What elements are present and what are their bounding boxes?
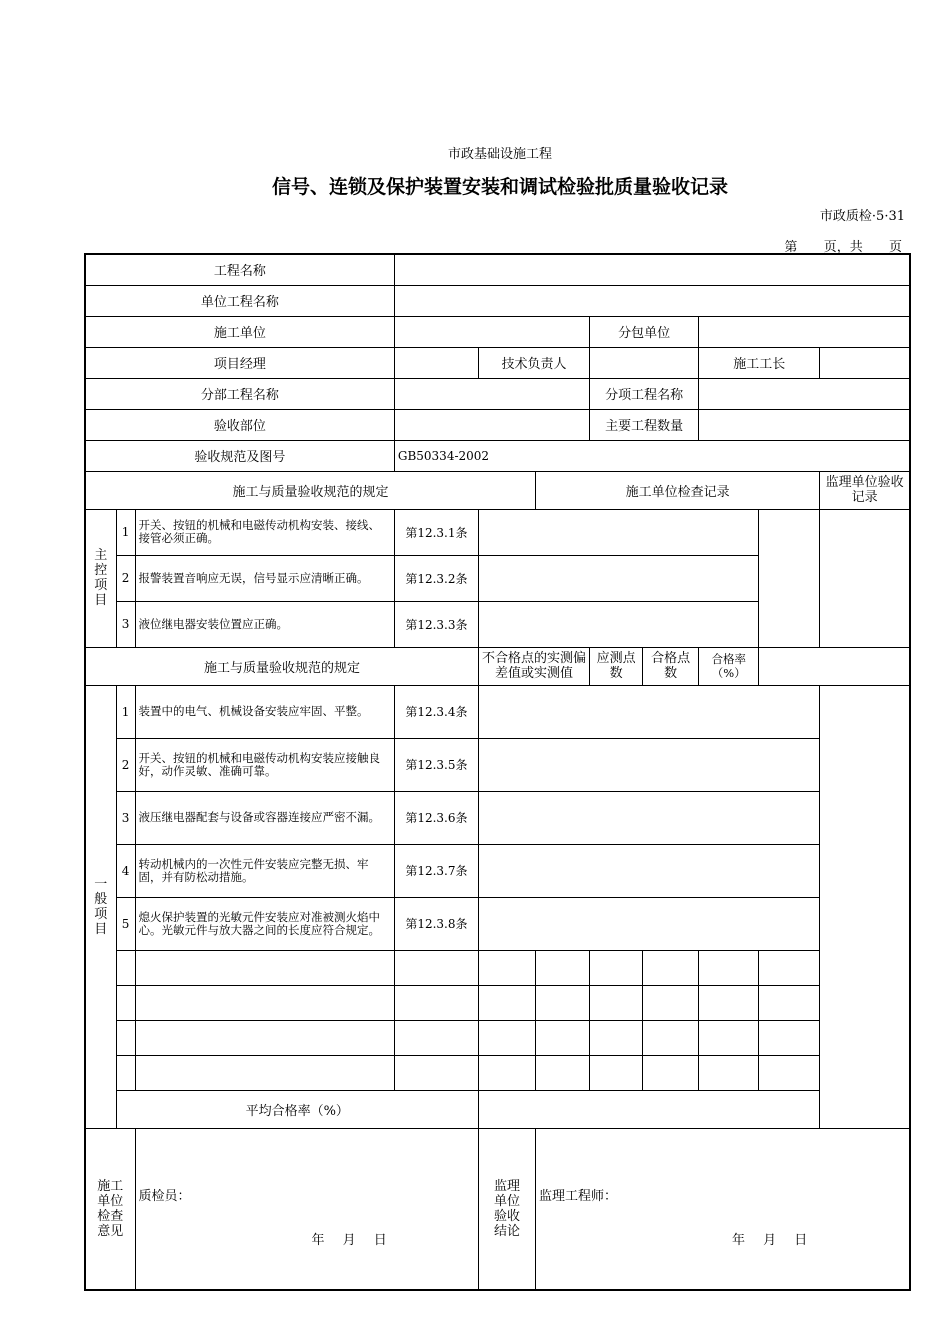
subitem-label: 分项工程名称 (590, 378, 699, 409)
item-clause: 第12.3.7条 (394, 844, 478, 897)
blank-cell[interactable] (394, 1055, 478, 1090)
blank-cell[interactable] (394, 985, 478, 1020)
table-row (85, 897, 910, 950)
project-name-label: 工程名称 (85, 254, 394, 285)
blank-cell[interactable] (590, 950, 643, 985)
contractor-opinion-cell[interactable] (135, 1128, 478, 1290)
average-rate-field[interactable] (478, 1090, 819, 1128)
unit-project-field[interactable] (394, 285, 910, 316)
spec-header: 施工与质量验收规范的规定 (85, 471, 536, 509)
info-row (85, 409, 910, 440)
blank-cell[interactable] (536, 1055, 590, 1090)
check-record-cell[interactable] (478, 685, 819, 738)
blank-cell[interactable] (643, 950, 699, 985)
page-number-part: 页，共 (823, 240, 863, 255)
table-row (85, 685, 910, 738)
item-requirement: 开关、按钮的机械和电磁传动机构安装、接线、接管必须正确。 (135, 509, 394, 555)
acceptance-part-label: 验收部位 (85, 409, 394, 440)
blank-cell[interactable] (536, 1020, 590, 1055)
blank-cell[interactable] (643, 985, 699, 1020)
check-record-header: 施工单位检查记录 (536, 471, 820, 509)
check-record-cell[interactable] (478, 897, 819, 950)
main-control-group-label: 主控项目 (85, 509, 116, 647)
foreman-field[interactable] (820, 347, 910, 378)
blank-cell[interactable] (116, 950, 135, 985)
blank-cell[interactable] (643, 1055, 699, 1090)
item-requirement: 熄火保护装置的光敏元件安装应对准被测火焰中心。光敏元件与放大器之间的长度应符合规定。 (135, 897, 394, 950)
item-number: 1 (116, 509, 135, 555)
info-row (85, 378, 910, 409)
general-header-blank (759, 647, 910, 685)
blank-cell[interactable] (590, 1020, 643, 1055)
check-record-cell[interactable] (478, 738, 819, 791)
general-header (85, 647, 910, 685)
blank-cell[interactable] (699, 950, 759, 985)
check-record-cell[interactable] (478, 555, 758, 601)
supervisor-conclusion-cell[interactable] (536, 1128, 910, 1290)
item-clause: 第12.3.8条 (394, 897, 478, 950)
average-rate-label: 平均合格率（%） (116, 1090, 478, 1128)
inspector-label: 质检员： (138, 1188, 191, 1204)
subcontractor-field[interactable] (699, 316, 910, 347)
blank-cell[interactable] (699, 985, 759, 1020)
engineer-label: 监理工程师： (539, 1188, 618, 1204)
standard-label: 验收规范及图号 (85, 440, 394, 471)
blank-cell[interactable] (116, 1020, 135, 1055)
blank-cell[interactable] (759, 950, 820, 985)
page-title: 信号、连锁及保护装置安装和调试检验批质量验收记录 (271, 176, 728, 198)
blank-row (85, 1055, 910, 1090)
pass-rate-header: 合格率（%） (699, 647, 759, 685)
blank-cell[interactable] (135, 1055, 394, 1090)
page-number-part: 第 (784, 240, 798, 255)
acceptance-part-field[interactable] (394, 409, 589, 440)
blank-cell[interactable] (643, 1020, 699, 1055)
info-row (85, 316, 910, 347)
table-row (85, 791, 910, 844)
blank-cell[interactable] (699, 1020, 759, 1055)
subitem-field[interactable] (699, 378, 910, 409)
manager-label: 项目经理 (85, 347, 394, 378)
item-number: 4 (116, 844, 135, 897)
blank-cell[interactable] (478, 1055, 535, 1090)
supervisor-record-cell[interactable] (759, 509, 820, 647)
item-number: 3 (116, 791, 135, 844)
check-record-cell[interactable] (478, 844, 819, 897)
item-clause: 第12.3.5条 (394, 738, 478, 791)
main-quantity-label: 主要工程数量 (590, 409, 699, 440)
supervisor-record-header: 监理单位验收记录 (820, 471, 910, 509)
contractor-field[interactable] (394, 316, 589, 347)
info-row (85, 285, 910, 316)
blank-cell[interactable] (590, 985, 643, 1020)
blank-cell[interactable] (759, 1055, 820, 1090)
blank-cell[interactable] (759, 985, 820, 1020)
blank-cell[interactable] (759, 1020, 820, 1055)
item-number: 2 (116, 738, 135, 791)
form-subtitle: 市政基础设施工程 (447, 147, 552, 162)
table-row (85, 844, 910, 897)
inspection-form (84, 253, 911, 1291)
item-clause: 第12.3.1条 (394, 509, 478, 555)
main-quantity-field[interactable] (699, 409, 910, 440)
item-requirement: 转动机械内的一次性元件安装应完整无损、牢固，并有防松动措施。 (135, 844, 394, 897)
item-requirement: 装置中的电气、机械设备安装应牢固、平整。 (135, 685, 394, 738)
contractor-opinion-label: 施工单位检查意见 (85, 1128, 135, 1290)
item-clause: 第12.3.4条 (394, 685, 478, 738)
blank-cell[interactable] (478, 985, 535, 1020)
item-number: 5 (116, 897, 135, 950)
info-row (85, 440, 910, 471)
subcontractor-label: 分包单位 (590, 316, 699, 347)
item-requirement: 开关、按钮的机械和电磁传动机构安装应接触良好，动作灵敏、准确可靠。 (135, 738, 394, 791)
blank-cell[interactable] (116, 985, 135, 1020)
item-requirement: 液位继电器安装位置应正确。 (135, 601, 394, 647)
blank-row (85, 950, 910, 985)
item-clause: 第12.3.2条 (394, 555, 478, 601)
blank-cell[interactable] (135, 985, 394, 1020)
item-number: 1 (116, 685, 135, 738)
average-rate-row (85, 1090, 910, 1128)
contractor-date: 年 月 日 (311, 1232, 387, 1248)
page-number-part: 页 (888, 240, 902, 255)
form-code: 市政质检·5·31 (819, 209, 905, 224)
standard-value[interactable]: GB50334-2002 (394, 440, 910, 471)
division-label: 分部工程名称 (85, 378, 394, 409)
blank-cell[interactable] (135, 1020, 394, 1055)
check-record-cell[interactable] (478, 509, 758, 555)
item-clause: 第12.3.6条 (394, 791, 478, 844)
spec-header: 施工与质量验收规范的规定 (85, 647, 478, 685)
blank-cell[interactable] (116, 1055, 135, 1090)
general-group-label: 一般项目 (85, 685, 116, 1128)
manager-field[interactable] (394, 347, 478, 378)
item-clause: 第12.3.3条 (394, 601, 478, 647)
blank-row (85, 985, 910, 1020)
item-number: 2 (116, 555, 135, 601)
info-row (85, 254, 910, 285)
blank-cell[interactable] (536, 950, 590, 985)
project-name-field[interactable] (394, 254, 910, 285)
blank-cell[interactable] (478, 950, 535, 985)
blank-cell[interactable] (394, 950, 478, 985)
check-record-cell[interactable] (478, 791, 819, 844)
blank-cell[interactable] (394, 1020, 478, 1055)
contractor-label: 施工单位 (85, 316, 394, 347)
check-record-cell[interactable] (478, 601, 758, 647)
division-field[interactable] (394, 378, 589, 409)
blank-cell[interactable] (699, 1055, 759, 1090)
blank-row (85, 1020, 910, 1055)
blank-cell[interactable] (536, 985, 590, 1020)
table-row (85, 509, 910, 555)
main-control-header (85, 471, 910, 509)
supervisor-date: 年 月 日 (732, 1232, 808, 1248)
supervisor-conclusion-label: 监理单位验收结论 (478, 1128, 535, 1290)
signoff-row (85, 1128, 910, 1290)
foreman-label: 施工工长 (699, 347, 820, 378)
tech-lead-field[interactable] (590, 347, 699, 378)
item-number: 3 (116, 601, 135, 647)
blank-cell[interactable] (478, 1020, 535, 1055)
item-requirement: 报警装置音响应无误，信号显示应清晰正确。 (135, 555, 394, 601)
blank-cell[interactable] (135, 950, 394, 985)
table-row (85, 738, 910, 791)
deviation-header: 不合格点的实测偏差值或实测值 (478, 647, 589, 685)
supervisor-record-cell[interactable] (820, 685, 910, 1128)
measured-points-header: 应测点数 (590, 647, 643, 685)
blank-cell[interactable] (590, 1055, 643, 1090)
tech-lead-label: 技术负责人 (478, 347, 589, 378)
info-row (85, 347, 910, 378)
item-requirement: 液压继电器配套与设备或容器连接应严密不漏。 (135, 791, 394, 844)
unit-project-label: 单位工程名称 (85, 285, 394, 316)
passed-points-header: 合格点数 (643, 647, 699, 685)
